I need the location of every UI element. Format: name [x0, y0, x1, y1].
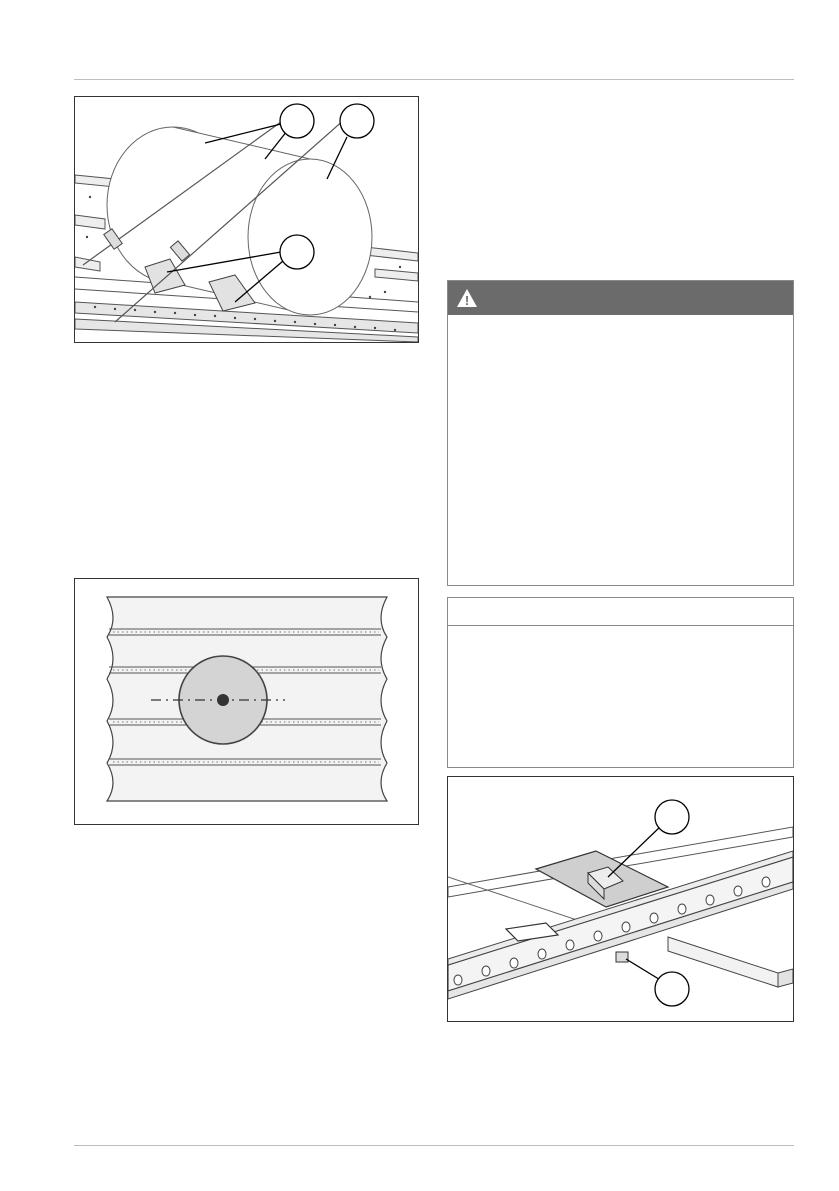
callout-2 — [340, 104, 374, 138]
center-point — [217, 694, 229, 706]
under-bracket — [616, 952, 628, 962]
callout-1 — [280, 104, 314, 138]
figure-floor-center — [74, 578, 419, 825]
roll-load-illustration — [75, 97, 418, 342]
note-header — [448, 598, 793, 626]
warning-triangle-icon — [456, 288, 478, 308]
figure-roll-load — [74, 96, 419, 343]
figure-floor-anchor — [447, 776, 794, 1022]
callout-3 — [280, 235, 314, 269]
warning-icon-symbol: ! — [464, 293, 470, 308]
warning-body — [448, 315, 793, 331]
note-box — [447, 597, 794, 768]
callout-anchor-1 — [655, 800, 689, 834]
header-rule — [74, 79, 794, 80]
floor-center-illustration — [75, 579, 418, 824]
callout-anchor-2 — [655, 972, 689, 1006]
warning-header — [448, 281, 793, 315]
footer-rule — [74, 1145, 794, 1146]
note-body — [448, 626, 793, 642]
floor-anchor-illustration — [448, 777, 793, 1021]
warning-box — [447, 280, 794, 586]
